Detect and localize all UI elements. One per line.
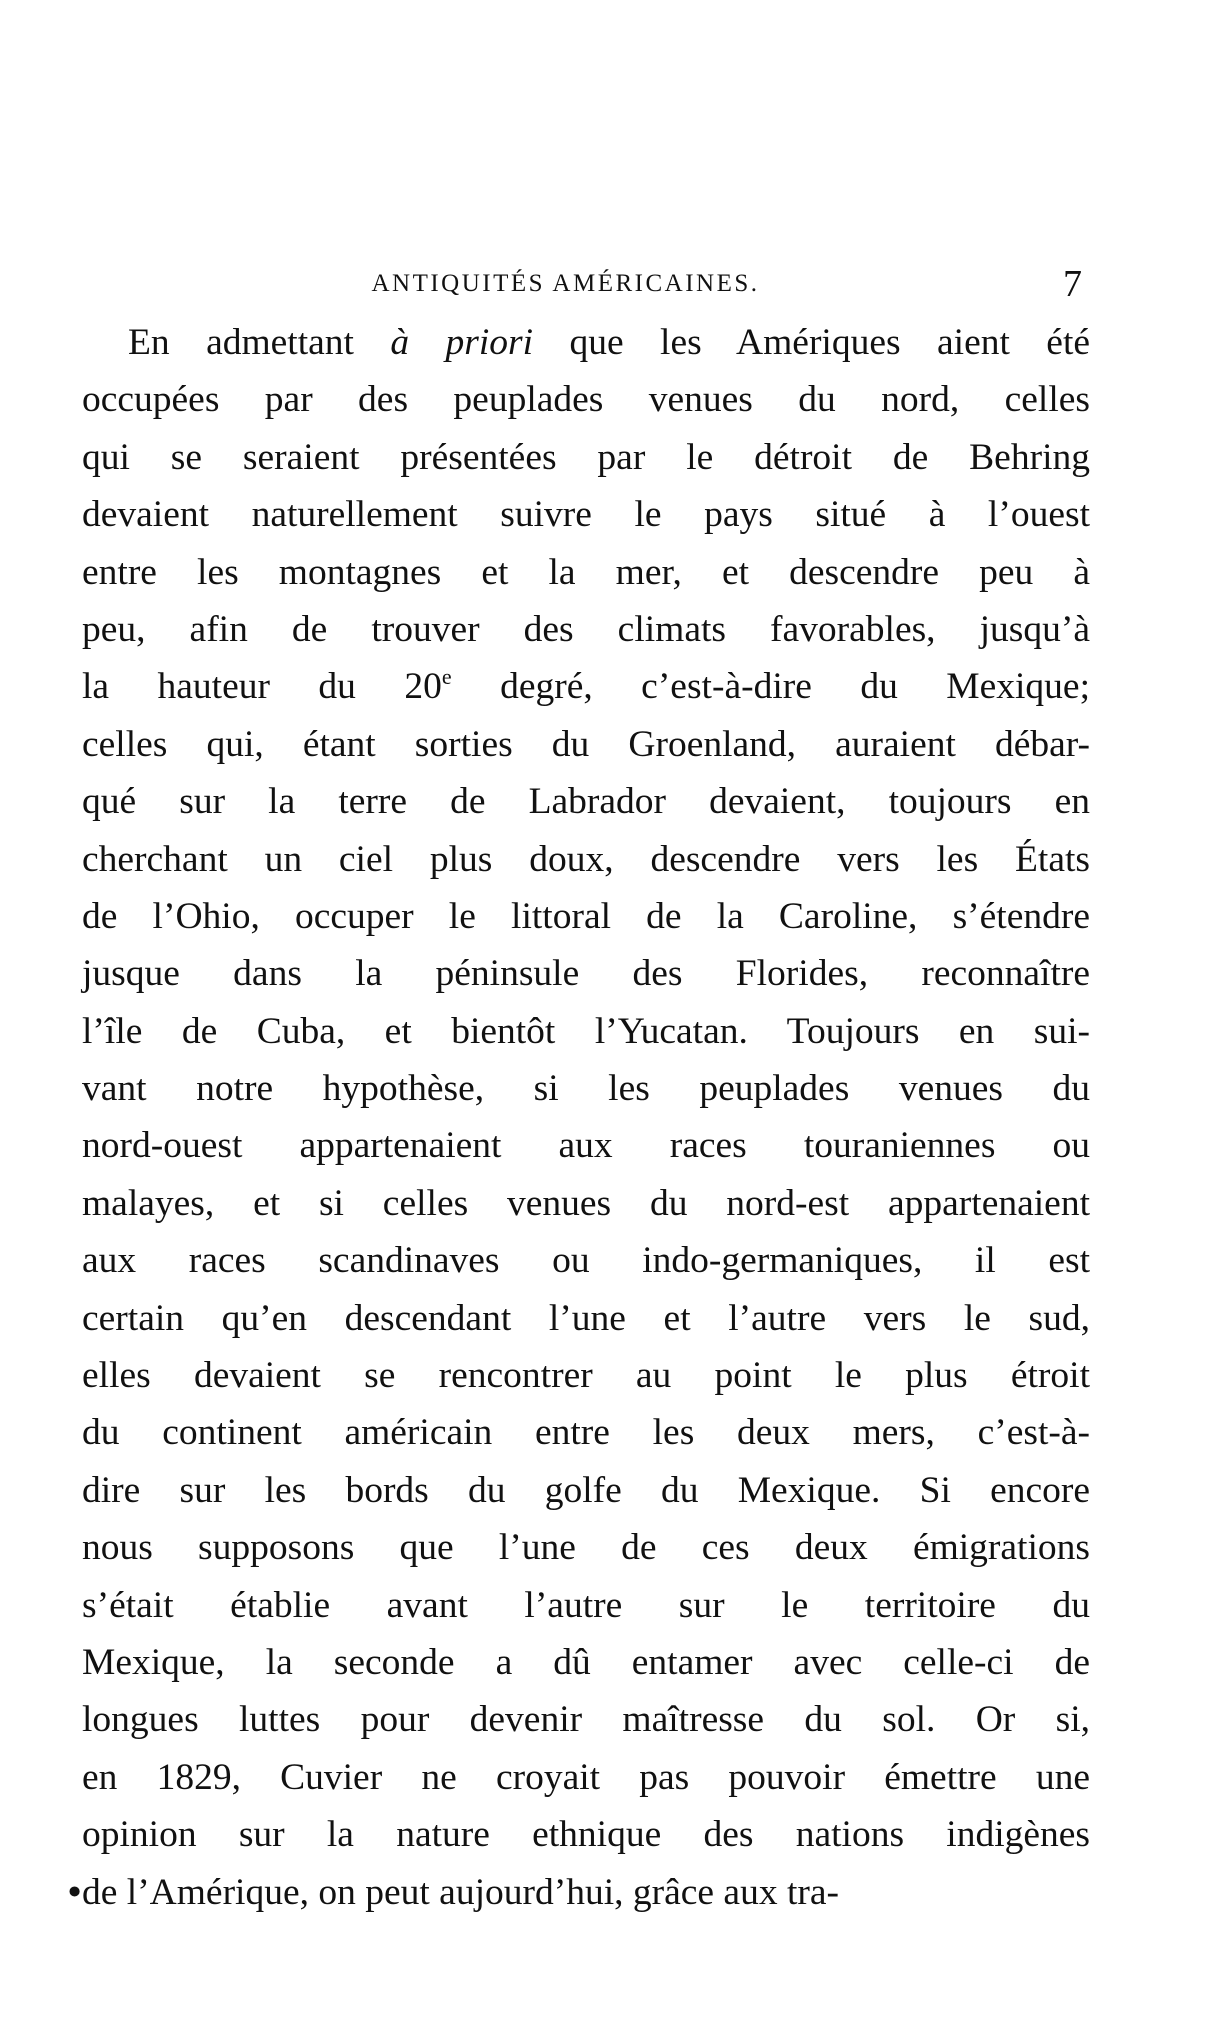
text-line: malayes, et si celles venues du nord-est appartenaient: [82, 1182, 1090, 1224]
text-line: Mexique, la seconde a dû entamer avec celle-ci de: [82, 1641, 1090, 1683]
page-number: 7: [1063, 263, 1082, 305]
text-line: vant notre hypothèse, si les peuplades venues du: [82, 1068, 1090, 1110]
text-line: peu, afin de trouver des climats favorables, jusqu’à: [82, 608, 1090, 650]
text-line: devaient naturellement suivre le pays situé à l’ouest: [82, 494, 1090, 536]
text-line: de l’Ohio, occuper le littoral de la Caroline, s’étendre: [82, 895, 1090, 937]
text-line: occupées par des peuplades venues du nord, celles: [82, 379, 1090, 421]
text-line: l’île de Cuba, et bientôt l’Yucatan. Toujours en sui-: [82, 1010, 1090, 1052]
text-segment: de l’Amérique, on peut aujourd’hui, grâce aux tra-: [82, 1871, 839, 1913]
text-line: cherchant un ciel plus doux, descendre vers les États: [82, 838, 1090, 880]
text-segment: En admettant: [128, 322, 391, 363]
text-line: elles devaient se rencontrer au point le plus étroit: [82, 1355, 1090, 1397]
text-line: celles qui, étant sorties du Groenland, auraient débar-: [82, 723, 1090, 765]
margin-mark: •: [68, 1871, 82, 1913]
text-line: nord-ouest appartenaient aux races touraniennes ou: [82, 1125, 1090, 1167]
text-line: longues luttes pour devenir maîtresse du sol. Or si,: [82, 1699, 1090, 1741]
text-line: nous supposons que l’une de ces deux émigrations: [82, 1527, 1090, 1569]
text-line: aux races scandinaves ou indo-germaniques, il est: [82, 1240, 1090, 1282]
text-line: qué sur la terre de Labrador devaient, toujours en: [82, 781, 1090, 823]
text-line: qui se seraient présentées par le détroit de Behring: [82, 436, 1090, 478]
text-segment: la hauteur du 20: [82, 666, 442, 708]
running-head: [83, 262, 1088, 306]
body-paragraph: [68, 314, 1091, 1921]
text-line: opinion sur la nature ethnique des nations indigènes: [82, 1814, 1090, 1856]
text-segment: degré, c’est-à-dire du Mexique;: [451, 666, 1090, 708]
italic-phrase: à priori: [390, 322, 534, 363]
text-line: certain qu’en descendant l’une et l’autre vers le sud,: [82, 1297, 1090, 1339]
running-title: ANTIQUITÉS AMÉRICAINES.: [371, 270, 760, 297]
superscript: e: [441, 664, 452, 690]
text-line: en 1829, Cuvier ne croyait pas pouvoir émettre une: [82, 1756, 1090, 1798]
text-line: du continent américain entre les deux mers, c’est-à-: [82, 1412, 1090, 1454]
text-line: entre les montagnes et la mer, et descendre peu à: [82, 551, 1090, 593]
text-line: [82, 314, 1090, 371]
text-line: s’était établie avant l’autre sur le territoire du: [82, 1584, 1090, 1626]
text-line: [68, 1864, 1090, 1921]
text-line: jusque dans la péninsule des Florides, reconnaître: [82, 953, 1090, 995]
text-segment: que les Amériques aient été: [533, 322, 1091, 363]
text-line: [82, 658, 1090, 715]
text-line: dire sur les bords du golfe du Mexique. Si encore: [82, 1469, 1090, 1511]
